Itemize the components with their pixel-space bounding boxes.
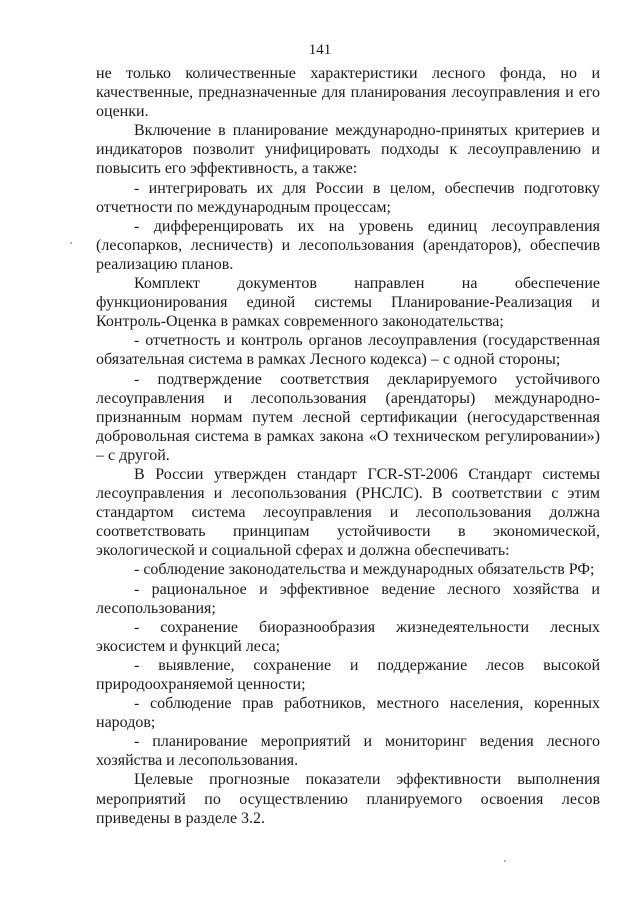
paragraph: Комплект документов направлен на обеспечение функционирования единой системы Планирование-Реализация и Контроль-Оценка в рамках современного законодательства; <box>96 275 600 331</box>
body-text <box>96 64 600 828</box>
list-item: - планирование мероприятий и мониторинг ведения лесного хозяйства и лесопользования. <box>96 733 600 770</box>
list-item: - выявление, сохранение и поддержание лесов высокой природоохраняемой ценности; <box>96 656 600 693</box>
list-item: - интегрировать их для России в целом, обеспечив подготовку отчетности по международным процессам; <box>96 179 600 216</box>
list-item: - рациональное и эффективное ведение лесного хозяйства и лесопользования; <box>96 580 600 617</box>
paragraph: В России утвержден стандарт ГСR-ST-2006 Стандарт системы лесоуправления и лесопользования (РНСЛС). В соответствии с этим стандартом система лесоуправления и лесопользования должна соответствовать принципам устойчивости в экономической, экологической и социальной сферах и должна обеспечивать: <box>96 465 600 560</box>
list-item: - соблюдение законодательства и международных обязательств РФ; <box>134 561 595 579</box>
paragraph: не только количественные характеристики лесного фонда, но и качественные, предназначенные для планирования лесоуправления и его оценки. <box>96 65 600 121</box>
paragraph: Целевые прогнозные показатели эффективности выполнения мероприятий по осуществлению планируемого освоения лесов приведены в разделе 3.2. <box>96 771 600 827</box>
scan-speck <box>504 860 506 862</box>
paragraph: Включение в планирование международно-принятых критериев и индикаторов позволит унифицировать подходы к лесоуправлению и повысить его эффективность, а также: <box>96 122 600 178</box>
list-item: - соблюдение прав работников, местного населения, коренных народов; <box>96 695 600 732</box>
list-item: - дифференцировать их на уровень единиц лесоуправления (лесопарков, лесничеств) и лесопользования (арендаторов), обеспечив реализацию планов. <box>96 217 600 273</box>
page-number: 141 <box>308 42 332 58</box>
scan-speck <box>70 242 72 244</box>
list-item: - сохранение биоразнообразия жизнедеятельности лесных экосистем и функций леса; <box>96 618 600 655</box>
list-item: - подтверждение соответствия декларируемого устойчивого лесоуправления и лесопользования (арендаторы) международно-признанным нормам путем лесной сертификации (негосударственная добровольная система в рамках закона «О техническом регулировании») – с другой. <box>96 370 600 464</box>
list-item: - отчетность и контроль органов лесоуправления (государственная обязательная система в рамках Лесного кодекса) – с одной стороны; <box>96 332 600 369</box>
